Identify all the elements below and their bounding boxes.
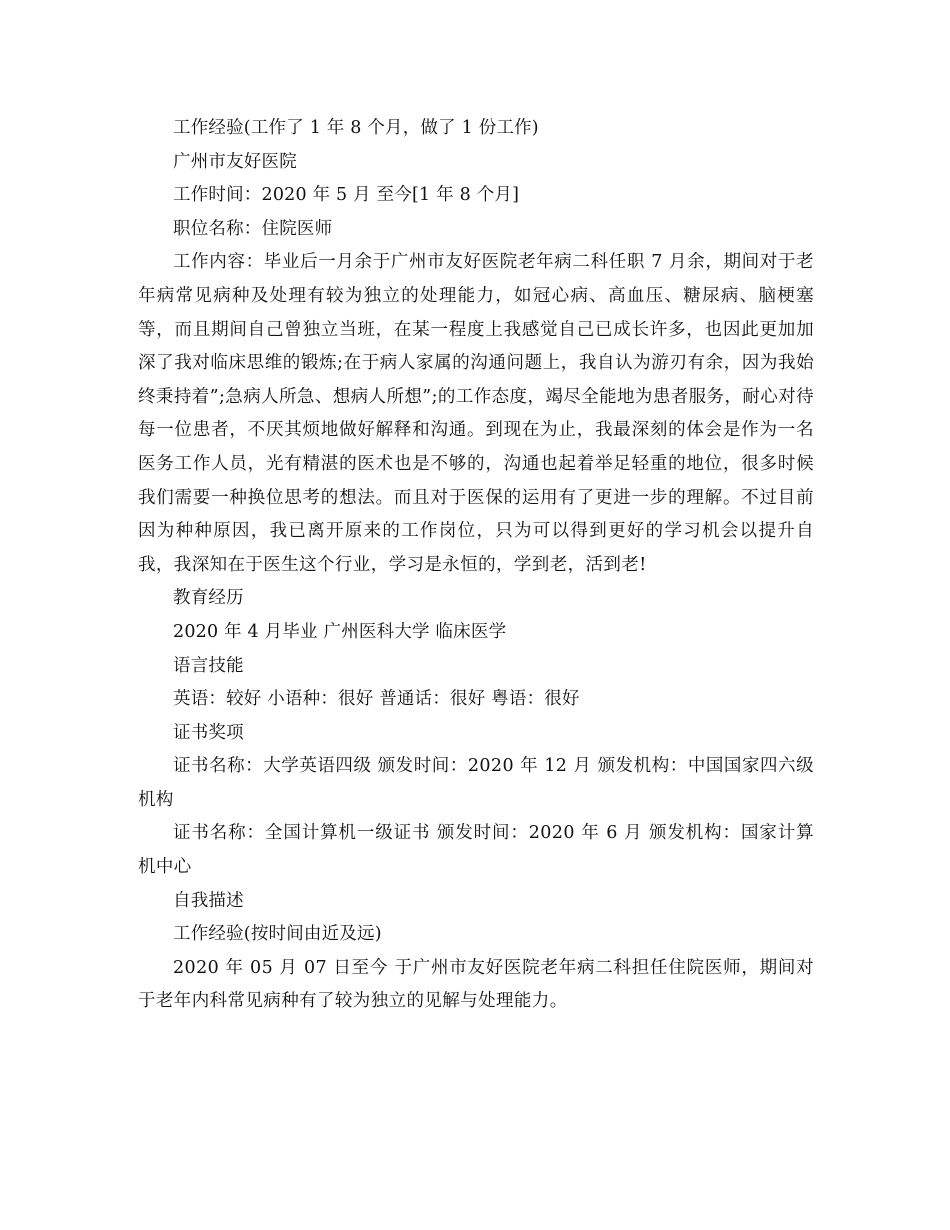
work-content: 工作内容：毕业后一月余于广州市友好医院老年病二科任职 7 月余，期间对于老年病常见病种及处理有较为独立的处理能力，如冠心病、高血压、糖尿病、脑梗塞等，而且期间自己曾独立当班，在某一程度上我感觉自己已成长许多，也因此更加加深了我对临床思维的锻炼;在于病人家属的沟通问题上，我自认为游刃有余，因为我始终秉持着”;急病人所急、想病人所想”;的工作态度，竭尽全能地为患者服务，耐心对待每一位患者，不厌其烦地做好解释和沟通。到现在为止，我最深刻的体会是作为一名医务工作人员，光有精湛的医术也是不够的，沟通也起着举足轻重的地位，很多时候我们需要一种换位思考的想法。而且对于医保的运用有了更进一步的理解。不过目前因为种种原因，我已离开原来的工作岗位，只为可以得到更好的学习机会以提升自我，我深知在于医生这个行业，学习是永恒的，学到老，活到老! xyxy=(138,252,814,575)
resume-document xyxy=(138,112,814,1019)
education-heading: 教育经历 xyxy=(173,588,244,609)
company-name: 广州市友好医院 xyxy=(173,151,297,172)
self-description-entry: 2020 年 05 月 07 日至今 于广州市友好医院老年病二科担任住院医师，期间对于老年内科常见病种有了较为独立的见解与处理能力。 xyxy=(138,957,814,1012)
language-skills-entry: 英语：较好 小语种：很好 普通话：很好 粤语：很好 xyxy=(173,689,580,710)
work-experience-heading: 工作经验(工作了 1 年 8 个月，做了 1 份工作) xyxy=(173,118,539,138)
self-description-subheading: 工作经验(按时间由近及远) xyxy=(173,924,382,945)
position-title: 职位名称：住院医师 xyxy=(173,218,333,239)
certificate-item-2: 证书名称：全国计算机一级证书 颁发时间：2020 年 6 月 颁发机构：国家计算机中心 xyxy=(138,823,814,878)
education-entry: 2020 年 4 月毕业 广州医科大学 临床医学 xyxy=(173,621,507,642)
work-period: 工作时间：2020 年 5 月 至今[1 年 8 个月] xyxy=(173,185,520,206)
language-skills-heading: 语言技能 xyxy=(173,655,244,676)
self-description-heading: 自我描述 xyxy=(173,890,244,911)
certificate-item-1: 证书名称：大学英语四级 颁发时间：2020 年 12 月 颁发机构：中国国家四六级机构 xyxy=(138,756,814,810)
certificates-heading: 证书奖项 xyxy=(173,722,244,743)
